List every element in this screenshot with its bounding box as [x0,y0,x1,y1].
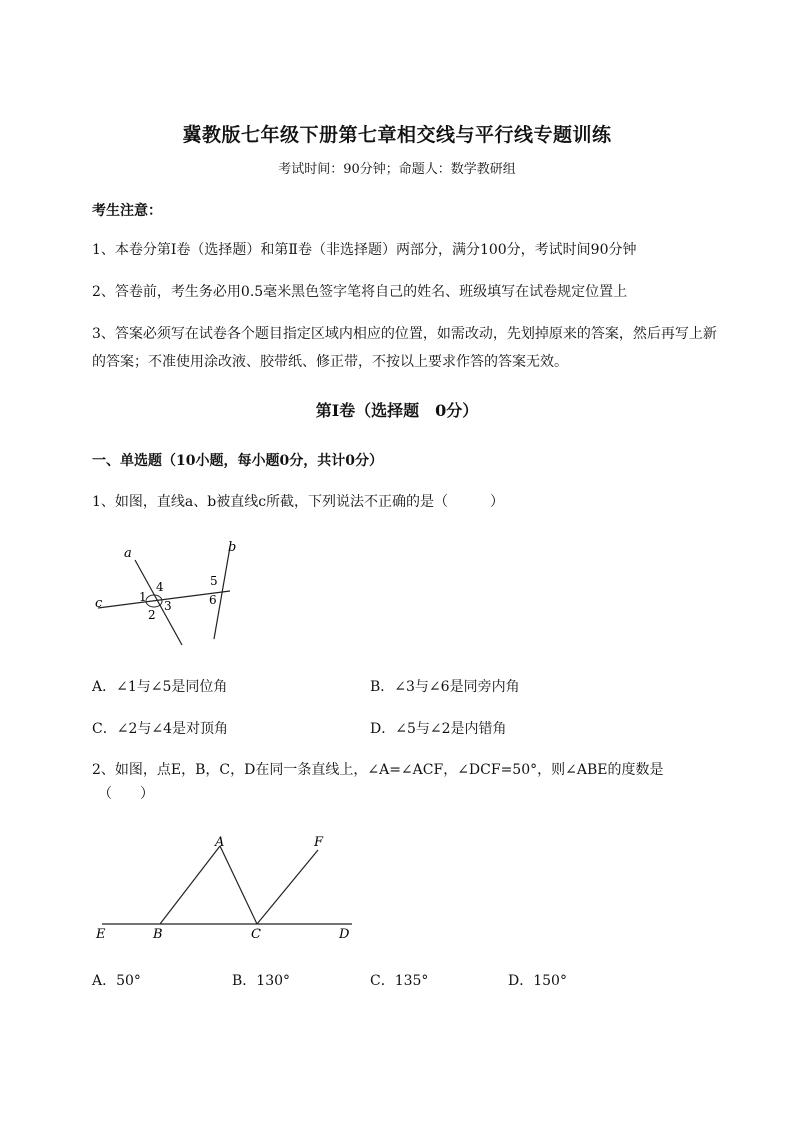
exam-info: 考试时间：90分钟；命题人：数学教研组 [278,162,516,177]
question-1-figure [90,535,260,650]
notice-item-1: 1、本卷分第Ⅰ卷（选择题）和第Ⅱ卷（非选择题）两部分，满分100分，考试时间90分钟 [92,242,637,258]
label-b: b [228,540,237,555]
label-angle-2: 2 [148,608,156,622]
notice-item-2: 2、答卷前，考生务必用0.5毫米黑色签字笔将自己的姓名、班级填写在试卷规定位置上 [92,284,628,300]
question-2-option-c[interactable]: C．135° [370,973,429,989]
label-point-c: C [251,927,261,942]
segment-ba [160,846,220,924]
label-point-b: B [153,927,163,942]
segment-cf [257,850,318,924]
notice-item-3-cont: 的答案；不准使用涂改液、胶带纸、修正带，不按以上要求作答的答案无效。 [92,354,568,370]
label-angle-4: 4 [156,580,164,594]
question-2-option-b[interactable]: B．130° [232,973,291,989]
question-2-stem: 2、如图，点E，B，C，D在同一条直线上，∠A=∠ACF，∠DCF=50°，则∠ABE的度数是 [92,762,664,778]
question-1-stem: 1、如图，直线a、b被直线c所截，下列说法不正确的是（ ） [92,494,505,510]
label-point-e: E [96,927,106,942]
label-point-a: A [215,835,225,850]
question-1-option-b[interactable]: B．∠3与∠6是同旁内角 [370,679,520,695]
question-2-option-a[interactable]: A．50° [92,973,141,989]
label-angle-6: 6 [209,593,217,607]
question-2-option-d[interactable]: D．150° [508,973,567,989]
question-2-stem-cont: （ ） [98,786,154,802]
notice-item-3: 3、答案必须写在试卷各个题目指定区域内相应的位置，如需改动，先划掉原来的答案，然后再写上新 [92,326,717,342]
segment-ac [220,846,257,924]
question-1-option-c[interactable]: C．∠2与∠4是对顶角 [92,721,228,737]
label-angle-3: 3 [164,599,172,613]
label-c: c [95,596,103,611]
notice-heading: 考生注意： [92,203,162,219]
question-2-figure [90,828,365,948]
label-a: a [124,546,132,561]
page-title: 冀教版七年级下册第七章相交线与平行线专题训练 [182,124,612,146]
part-title: 第Ⅰ卷（选择题 0分） [315,401,479,420]
question-1-option-a[interactable]: A．∠1与∠5是同位角 [92,679,228,695]
label-angle-5: 5 [210,574,218,588]
label-point-d: D [339,927,350,942]
label-point-f: F [314,835,324,850]
label-angle-1: 1 [139,590,147,604]
question-1-option-d[interactable]: D．∠5与∠2是内错角 [370,721,507,737]
section-heading: 一、单选题（10小题，每小题0分，共计0分） [92,453,383,469]
